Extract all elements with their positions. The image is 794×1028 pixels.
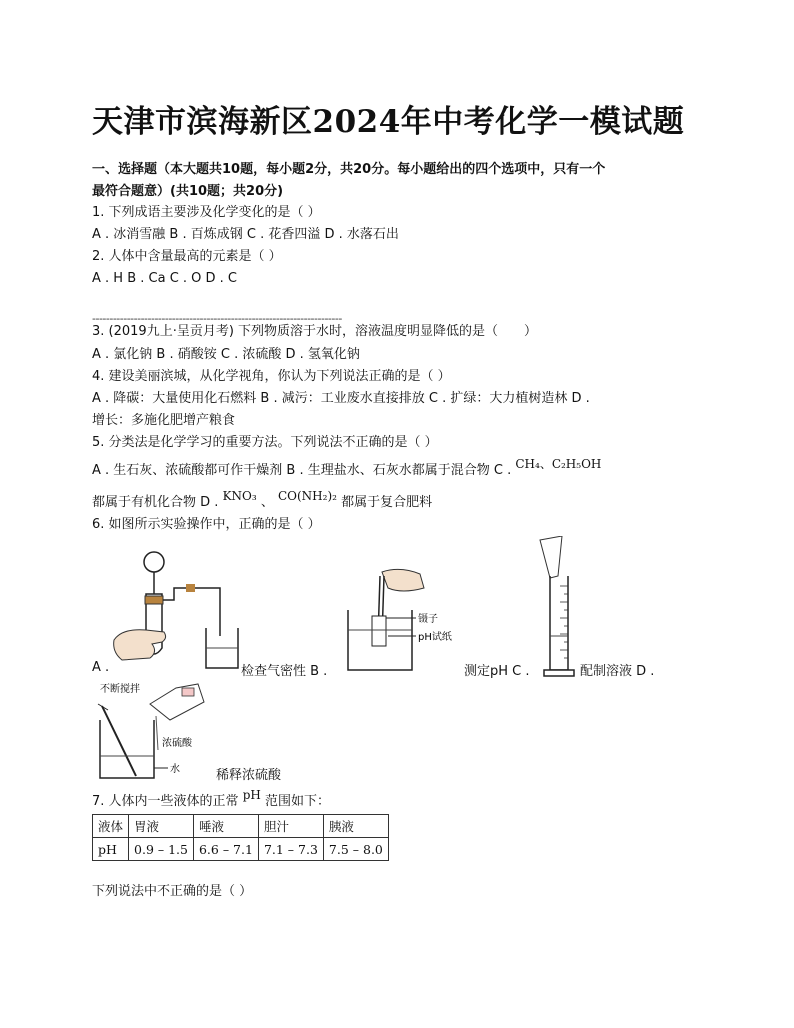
q4-options-line-2: 增长：多施化肥增产粮食 bbox=[92, 413, 236, 428]
table-cell: 7.5 – 8.0 bbox=[323, 838, 388, 861]
q2-stem: 2. 人体中含量最高的元素是（ ） bbox=[92, 249, 282, 264]
table-header-cell: 胆汁 bbox=[258, 815, 323, 838]
ph-range-table bbox=[92, 814, 389, 861]
q7-stem-ph: pH bbox=[242, 788, 261, 802]
q6-option-c-caption: 配制溶液 D . bbox=[580, 664, 655, 679]
table-cell: 0.9 – 1.5 bbox=[129, 838, 194, 861]
q5-options-line-2 bbox=[92, 489, 433, 513]
figure-d-acid-label: 浓硫酸 bbox=[162, 738, 192, 749]
table-header-cell: 胃液 bbox=[129, 815, 194, 838]
page-title: 天津市滨海新区2024年中考化学一模试题 bbox=[92, 104, 685, 140]
q6-option-d-caption: 稀释浓硫酸 bbox=[216, 768, 282, 783]
table-row bbox=[93, 815, 389, 838]
q7-follow: 下列说法中不正确的是（ ） bbox=[92, 884, 253, 899]
separator-line: ------------------------------------------------------------------------ bbox=[92, 312, 342, 325]
q1-options: A . 冰消雪融 B . 百炼成钢 C . 花香四溢 D . 水落石出 bbox=[92, 227, 399, 242]
figure-b-ph-test bbox=[342, 566, 464, 676]
figure-d-stir-label: 不断搅拌 bbox=[100, 684, 140, 695]
q5-options-text-b: 都属于有机化合物 D . bbox=[92, 495, 219, 510]
table-cell: 7.1 – 7.3 bbox=[258, 838, 323, 861]
q2-options: A . H B . Ca C . O D . C bbox=[92, 271, 238, 286]
q3-stem: 3. (2019九上·呈贡月考) 下列物质溶于水时，溶液温度明显降低的是（ ） bbox=[92, 324, 538, 339]
q4-options-line-1: A . 降碳：大量使用化石燃料 B . 减污：工业废水直接排放 C . 扩绿：大力植树造林 D . bbox=[92, 391, 590, 406]
q5-formula-ch4-c2h5oh: CH₄、C₂H₅OH bbox=[515, 457, 602, 471]
q5-formula-kno3: KNO₃ bbox=[222, 489, 257, 503]
q7-stem-text-b: 范围如下： bbox=[264, 794, 330, 809]
q5-options-text-a: A . 生石灰、浓硫酸都可作干燥剂 B . 生理盐水、石灰水都属于混合物 C . bbox=[92, 463, 512, 478]
table-cell: pH bbox=[93, 838, 129, 861]
q6-option-a-label: A . bbox=[92, 660, 110, 675]
q6-option-a-caption: 检查气密性 B . bbox=[241, 664, 328, 679]
q5-options-line-1 bbox=[92, 457, 602, 481]
q5-options-text-c: 都属于复合肥料 bbox=[341, 495, 433, 510]
q4-stem: 4. 建设美丽滨城，从化学视角，你认为下列说法正确的是（ ） bbox=[92, 369, 451, 384]
figure-b-tweezers-label: 镊子 bbox=[418, 614, 438, 625]
table-header-cell: 胰液 bbox=[323, 815, 388, 838]
q1-stem: 1. 下列成语主要涉及化学变化的是（ ） bbox=[92, 205, 321, 220]
q5-stem: 5. 分类法是化学学习的重要方法。下列说法不正确的是（ ） bbox=[92, 435, 438, 450]
figure-a-airtightness bbox=[112, 548, 240, 673]
figure-b-ph-paper-label: pH试纸 bbox=[418, 632, 452, 643]
table-cell: 6.6 – 7.1 bbox=[193, 838, 258, 861]
q6-stem: 6. 如图所示实验操作中，正确的是（ ） bbox=[92, 517, 321, 532]
table-row bbox=[93, 838, 389, 861]
table-header-cell: 液体 bbox=[93, 815, 129, 838]
figure-c-cylinder bbox=[536, 536, 582, 678]
q3-options: A . 氯化钠 B . 硝酸铵 C . 浓硫酸 D . 氢氧化钠 bbox=[92, 347, 360, 362]
q5-formula-urea: CO(NH₂)₂ bbox=[277, 489, 337, 503]
section-heading-line-2: 最符合题意）(共10题；共20分) bbox=[92, 184, 284, 199]
q7-stem bbox=[92, 788, 330, 812]
section-heading-line-1: 一、选择题（本大题共10题，每小题2分，共20分。每小题给出的四个选项中，只有一个 bbox=[92, 162, 606, 177]
q5-formula-separator: 、 bbox=[260, 495, 274, 510]
q7-stem-text-a: 7. 人体内一些液体的正常 bbox=[92, 794, 239, 809]
q6-option-b-caption: 测定pH C . bbox=[464, 664, 530, 679]
figure-d-water-label: 水 bbox=[170, 764, 180, 775]
table-header-cell: 唾液 bbox=[193, 815, 258, 838]
